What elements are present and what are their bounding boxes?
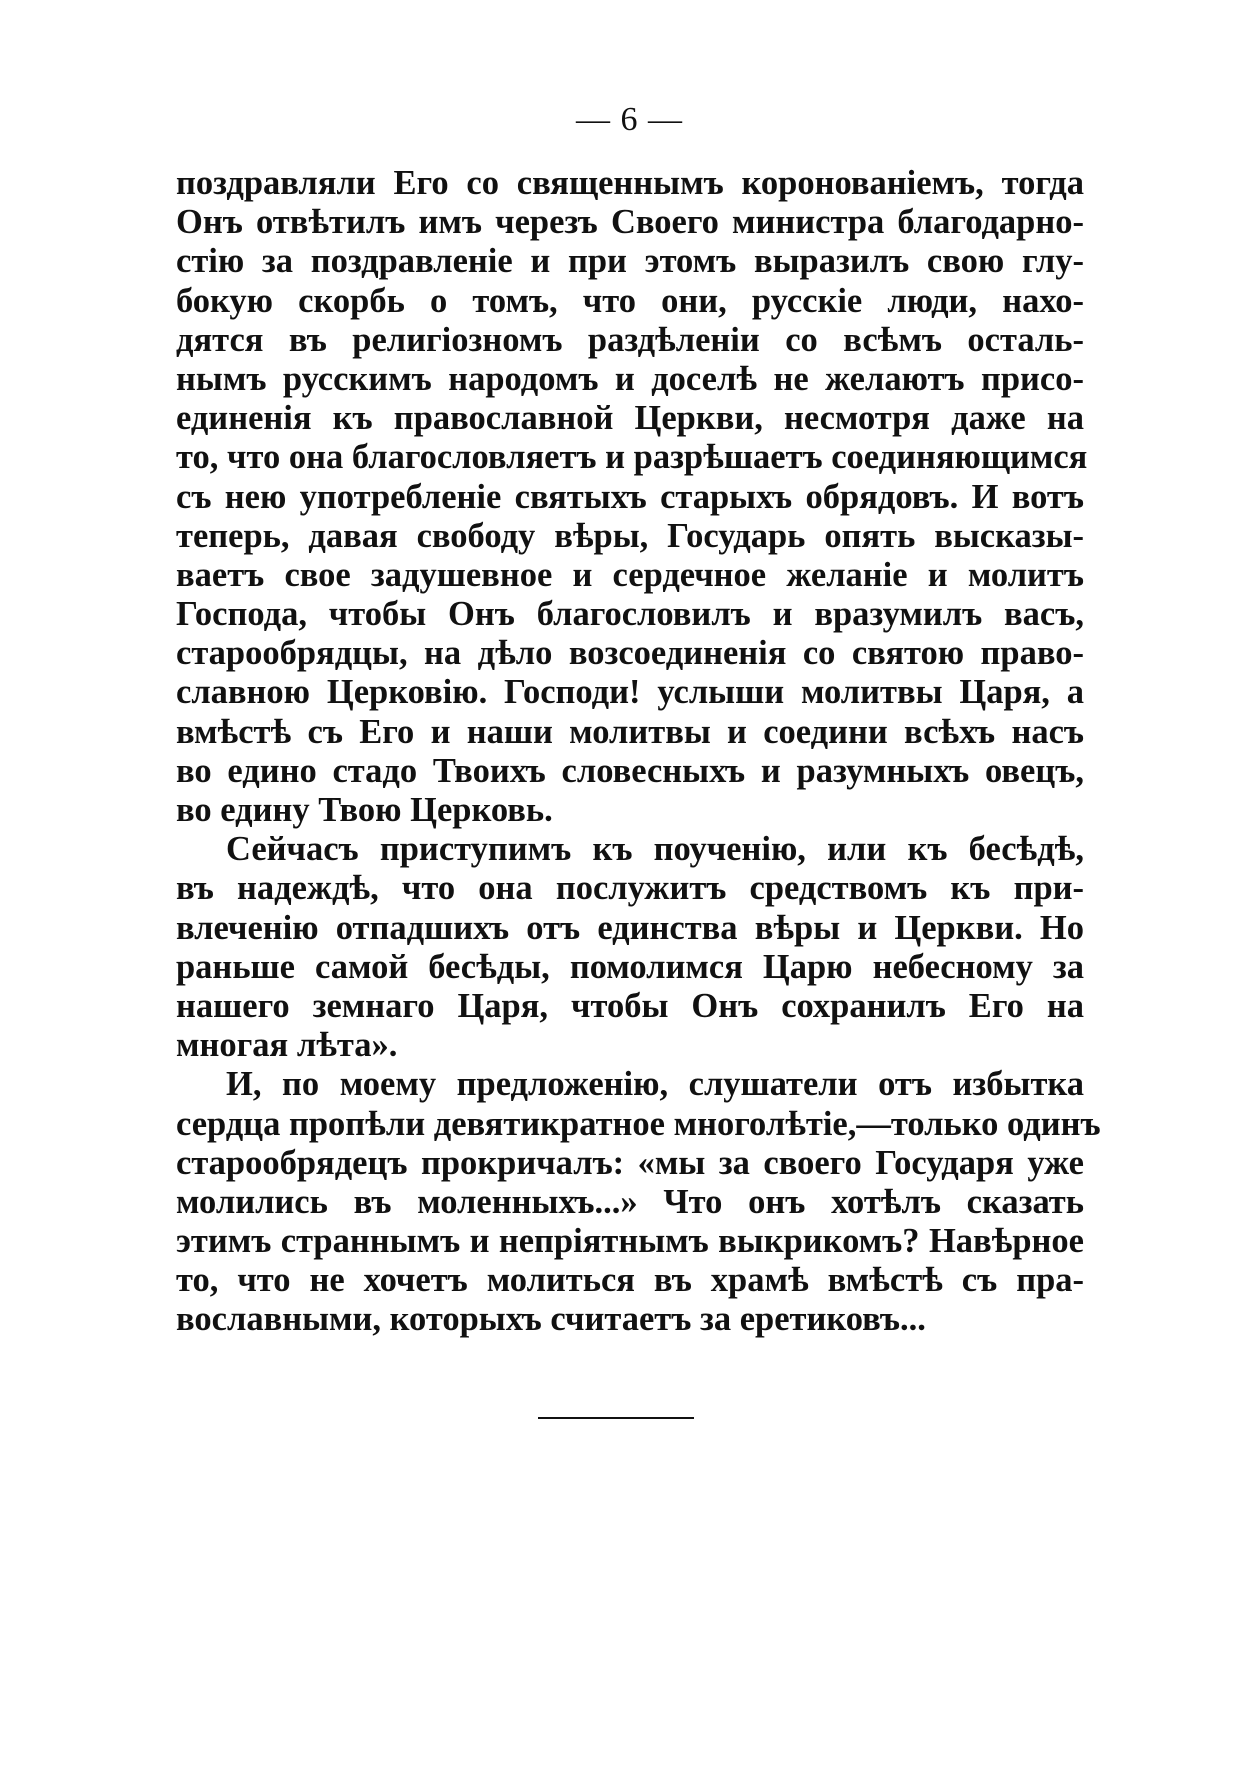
text-line: во едину Твою Церковь. bbox=[176, 791, 553, 829]
text-line: ваетъ свое задушевное и сердечное желаніе и молитъ bbox=[176, 555, 1084, 594]
text-line: молились въ моленныхъ...» Что онъ хотѣлъ сказать bbox=[176, 1182, 1084, 1221]
text-line: въ надеждѣ, что она послужитъ средствомъ къ при- bbox=[176, 869, 1084, 908]
text-line: славною Церковію. Господи! услыши молитвы Царя, а bbox=[176, 673, 1084, 712]
text-line: вмѣстѣ съ Его и наши молитвы и соедини всѣхъ насъ bbox=[176, 712, 1084, 751]
text-line: Господа, чтобы Онъ благословилъ и вразумилъ васъ, bbox=[176, 595, 1084, 634]
text-line: раньше самой бесѣды, помолимся Царю небесному за bbox=[176, 947, 1084, 986]
text-line: Онъ отвѣтилъ имъ черезъ Своего министра благодарно- bbox=[176, 203, 1084, 242]
page-number: — 6 — bbox=[576, 101, 683, 138]
text-line: единенія къ православной Церкви, несмотря даже на bbox=[176, 399, 1084, 438]
text-line: бокую скорбь о томъ, что они, русскіе люди, нахо- bbox=[176, 281, 1084, 320]
text-line: то, что она благословляетъ и разрѣшаетъ соединяющимся bbox=[176, 438, 1088, 477]
text-line: многая лѣта». bbox=[176, 1026, 398, 1065]
section-divider bbox=[538, 1417, 694, 1419]
text-line: этимъ страннымъ и непріятнымъ выкрикомъ? Навѣрное bbox=[176, 1222, 1084, 1261]
text-line: вославными, которыхъ считаетъ за еретиковъ... bbox=[176, 1300, 926, 1339]
text-line: нашего земнаго Царя, чтобы Онъ сохранилъ Его на bbox=[176, 986, 1084, 1025]
text-line: то, что не хочетъ молиться въ храмѣ вмѣстѣ съ пра- bbox=[176, 1261, 1084, 1300]
text-line: поздравляли Его со священнымъ коронованіемъ, тогда bbox=[176, 164, 1084, 202]
text-line: стію за поздравленіе и при этомъ выразилъ свою глу- bbox=[176, 242, 1084, 281]
text-line: сердца пропѣли девятикратное многолѣтіе,—только одинъ bbox=[176, 1104, 1101, 1143]
text-line: теперь, давая свободу вѣры, Государь опять высказы- bbox=[176, 516, 1084, 555]
text-line: съ нею употребленіе святыхъ старыхъ обрядовъ. И вотъ bbox=[176, 477, 1084, 516]
body-text bbox=[176, 164, 1101, 1340]
text-line: нымъ русскимъ народомъ и доселѣ не желаютъ присо- bbox=[176, 359, 1084, 398]
text-line: старообрядецъ прокричалъ: «мы за своего Государя уже bbox=[176, 1143, 1084, 1182]
text-line: влеченію отпадшихъ отъ единства вѣры и Церкви. Но bbox=[176, 908, 1084, 947]
text-line: во едино стадо Твоихъ словесныхъ и разумныхъ овецъ, bbox=[176, 751, 1084, 790]
text-line: И, по моему предложенію, слушатели отъ избытка bbox=[226, 1065, 1084, 1104]
text-line: Сейчасъ приступимъ къ поученію, или къ бесѣдѣ, bbox=[226, 830, 1084, 869]
text-line: старообрядцы, на дѣло возсоединенія со святою право- bbox=[176, 634, 1084, 673]
text-line: дятся въ религіозномъ раздѣленіи со всѣмъ осталь- bbox=[176, 320, 1084, 359]
